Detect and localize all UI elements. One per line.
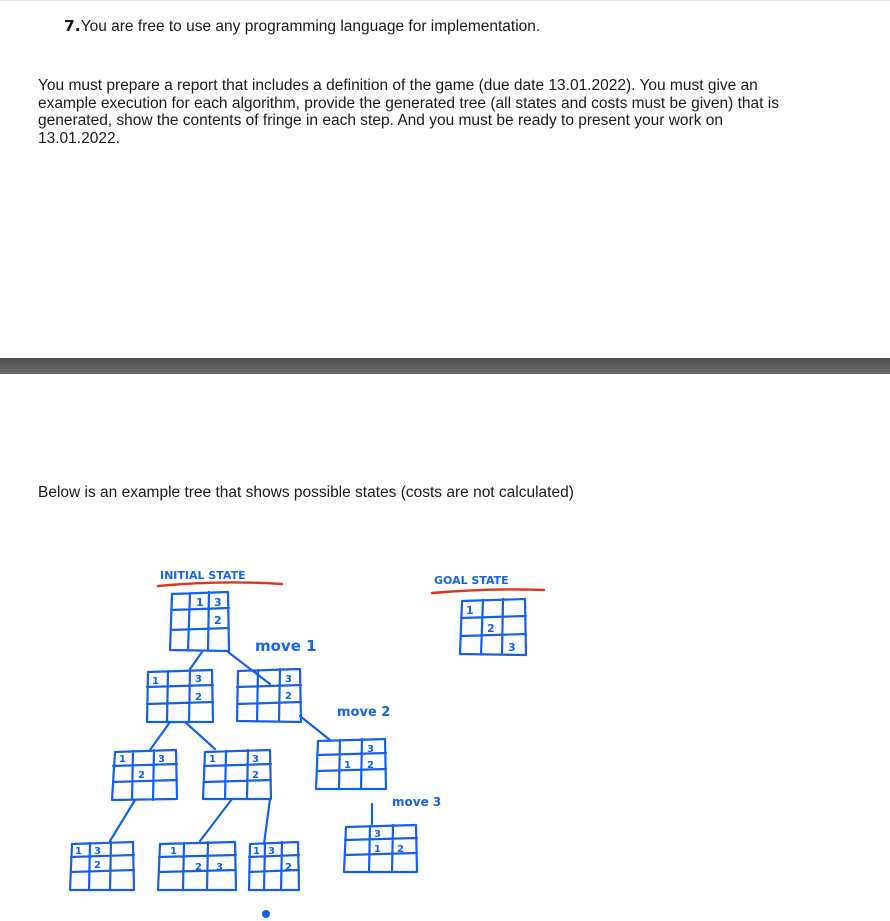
tree-edges <box>110 652 372 844</box>
ink-dot <box>262 910 270 918</box>
svg-text:3: 3 <box>216 862 223 873</box>
svg-text:1: 1 <box>75 846 82 857</box>
svg-text:2: 2 <box>214 614 222 627</box>
paragraph-line: generated, show the contents of fringe in each step. And you must be ready to present your work on <box>38 112 723 129</box>
svg-text:3: 3 <box>367 744 374 755</box>
svg-text:2: 2 <box>94 860 101 871</box>
paragraph-line: 13.01.2022. <box>38 129 120 147</box>
svg-text:3: 3 <box>158 754 165 765</box>
svg-text:2: 2 <box>367 760 374 771</box>
svg-text:2: 2 <box>195 692 202 703</box>
state-grid <box>316 739 386 789</box>
state-grid <box>112 750 177 800</box>
document-page-1 <box>0 0 890 359</box>
item-text: You are free to use any programming language for implementation. <box>80 18 541 35</box>
svg-text:3: 3 <box>374 829 381 840</box>
svg-text:3: 3 <box>508 641 516 654</box>
svg-text:1: 1 <box>119 754 126 765</box>
state-tree-sketch <box>0 544 890 921</box>
svg-text:1: 1 <box>253 846 260 857</box>
move-3-label: move 3 <box>392 795 442 809</box>
svg-text:1: 1 <box>170 846 177 857</box>
svg-text:3: 3 <box>268 846 275 857</box>
initial-underline <box>158 582 282 586</box>
svg-text:2: 2 <box>195 862 202 873</box>
svg-text:2: 2 <box>138 770 145 781</box>
svg-text:3: 3 <box>94 846 101 857</box>
move-1-label: move 1 <box>255 637 317 655</box>
svg-text:3: 3 <box>252 754 259 765</box>
svg-text:2: 2 <box>487 622 495 635</box>
goal-state-grid <box>460 599 526 655</box>
svg-text:3: 3 <box>195 674 202 685</box>
state-grid <box>249 842 299 890</box>
state-grid <box>147 670 213 722</box>
svg-text:1: 1 <box>466 604 474 617</box>
requirement-item-7 <box>64 17 540 36</box>
svg-text:2: 2 <box>252 770 259 781</box>
paragraph-line: example execution for each algorithm, provide the generated tree (all states and costs must be given) that is <box>38 94 779 112</box>
item-number: 7. <box>64 17 81 35</box>
svg-text:1: 1 <box>209 754 216 765</box>
svg-text:3: 3 <box>285 674 292 685</box>
svg-text:1: 1 <box>374 844 381 855</box>
goal-state-label: GOAL STATE <box>434 574 509 587</box>
svg-text:1: 1 <box>344 760 351 771</box>
initial-state-label: INITIAL STATE <box>160 569 246 582</box>
goal-underline <box>432 589 544 593</box>
state-grid <box>158 842 236 890</box>
state-grid <box>237 669 301 722</box>
state-grid <box>203 750 271 799</box>
paragraph-line: You must prepare a report that includes a definition of the game (due date 13.01.2022). You must give an <box>38 77 758 94</box>
page-separator <box>0 358 890 374</box>
report-paragraph <box>38 77 848 147</box>
document-page-2 <box>0 374 890 921</box>
tree-caption: Below is an example tree that shows possible states (costs are not calculated) <box>38 484 574 501</box>
initial-state-grid <box>170 592 229 651</box>
state-grid <box>70 842 134 890</box>
svg-text:1: 1 <box>152 676 159 687</box>
svg-text:2: 2 <box>285 691 292 702</box>
svg-text:2: 2 <box>397 844 404 855</box>
svg-text:1: 1 <box>196 596 204 609</box>
move-2-label: move 2 <box>337 705 391 720</box>
svg-text:2: 2 <box>285 862 292 873</box>
state-grid <box>344 825 417 872</box>
svg-text:3: 3 <box>214 596 222 609</box>
